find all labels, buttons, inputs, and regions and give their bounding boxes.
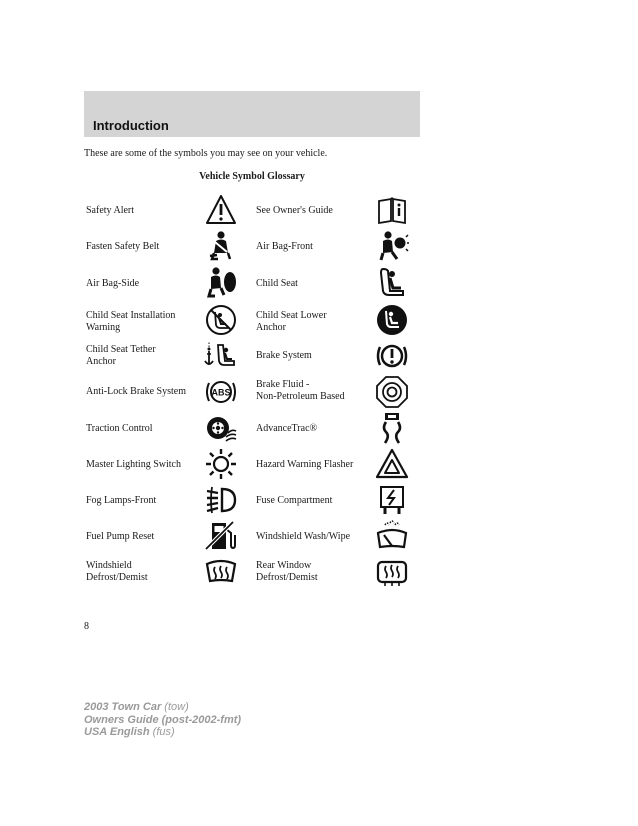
symbol-label: Child Seat Lower Anchor [256,310,327,333]
glossary-row [84,483,420,519]
symbol-label: Child Seat [256,278,298,289]
glossary-row [84,375,420,411]
rear-window-defrost-icon [375,555,409,589]
windshield-defrost-icon [204,555,238,589]
symbol-label: Fasten Safety Belt [86,241,160,252]
glossary-row [84,193,420,229]
document-footer [84,701,241,739]
glossary-row [84,229,420,265]
fuse-compartment-icon [375,483,409,517]
safety-alert-icon [204,193,238,227]
safety-belt-icon [204,229,238,263]
fog-lamps-icon [204,483,238,517]
footer-guide: Owners Guide (post-2002-fmt) [84,713,242,726]
footer-code: (tow) [164,701,189,713]
owners-guide-icon [375,193,409,227]
fuel-pump-reset-icon [204,519,238,553]
glossary-row [84,339,420,375]
symbol-label: Rear Window Defrost/Demist [256,560,318,583]
footer-code: (fus) [152,726,175,738]
symbol-label: Fog Lamps-Front [86,495,157,506]
glossary-title: Vehicle Symbol Glossary [199,171,305,182]
section-title: Introduction [93,118,169,133]
footer-line [84,701,241,714]
master-lighting-icon [204,447,238,481]
intro-text: These are some of the symbols you may see on your vehicle. [84,148,328,159]
symbol-label: Windshield Wash/Wipe [256,531,351,542]
symbol-label: Air Bag-Side [86,278,140,289]
glossary-row [84,411,420,447]
symbol-label: Safety Alert [86,205,135,216]
footer-line [84,714,241,727]
symbol-label: Child Seat Installation Warning [86,310,176,333]
symbol-label: Air Bag-Front [256,241,313,252]
brake-system-icon [375,339,409,373]
abs-icon-text: ABS [211,387,231,398]
glossary-row [84,265,420,303]
symbol-label: Anti-Lock Brake System [86,386,186,397]
symbol-label: Hazard Warning Flasher [256,459,354,470]
symbol-label: Windshield Defrost/Demist [86,560,148,583]
footer-language: USA English [84,726,150,738]
airbag-front-icon [375,229,409,263]
symbol-label: Brake Fluid - Non-Petroleum Based [256,379,345,402]
symbol-label: AdvanceTrac® [256,423,318,434]
section-header-bar [84,91,420,137]
abs-icon [204,375,238,409]
page-number: 8 [84,621,89,632]
symbol-label: Master Lighting Switch [86,459,181,470]
footer-line [84,726,241,739]
hazard-warning-icon [375,447,409,481]
symbol-label: Traction Control [86,423,153,434]
airbag-side-icon [204,265,238,299]
child-seat-icon [375,265,409,299]
glossary-row [84,519,420,555]
advancetrac-icon [375,411,409,445]
child-seat-installation-warning-icon [204,303,238,337]
glossary-row [84,447,420,483]
child-seat-tether-anchor-icon [204,339,238,373]
windshield-wash-wipe-icon [375,519,409,553]
footer-model: 2003 Town Car [84,701,162,713]
symbol-label: Child Seat Tether Anchor [86,344,156,367]
glossary-row [84,555,420,591]
symbol-label: Fuel Pump Reset [86,531,155,542]
glossary-row [84,303,420,339]
traction-control-icon [204,411,238,445]
symbol-label: Fuse Compartment [256,495,333,506]
child-seat-lower-anchor-icon [375,303,409,337]
symbol-label: See Owner's Guide [256,205,333,216]
symbol-label: Brake System [256,350,312,361]
brake-fluid-icon [375,375,409,409]
